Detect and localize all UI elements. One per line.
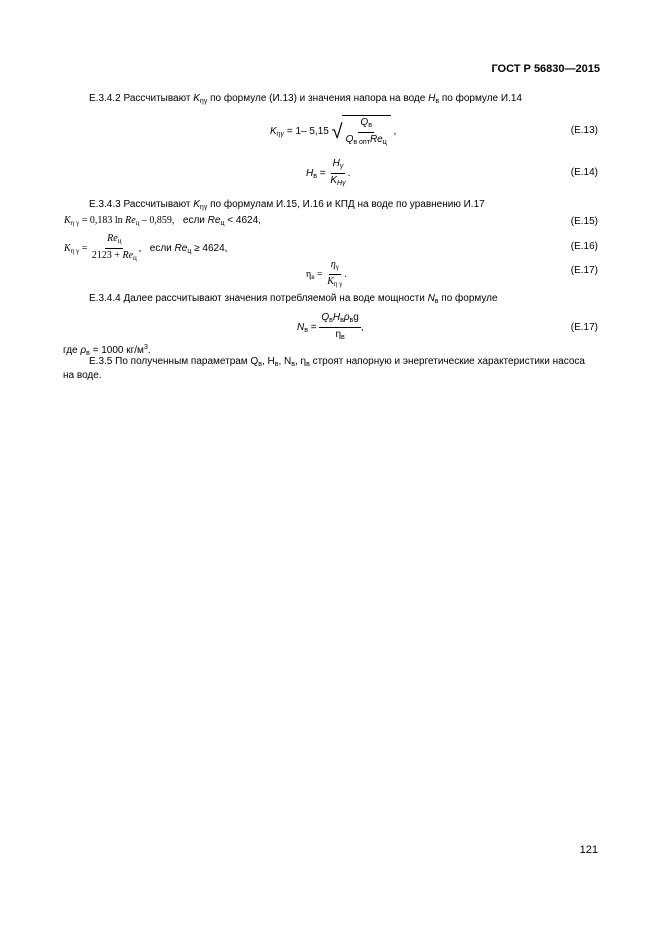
symbol-sub: ηγ xyxy=(199,204,208,211)
formula-text: – 0,859, xyxy=(139,215,175,226)
formula-e17-power xyxy=(297,312,364,343)
symbol-sub: в опт xyxy=(353,139,370,146)
paragraph-text: , η xyxy=(294,356,307,367)
formula-text: , xyxy=(360,322,364,334)
paragraph-text: , N xyxy=(278,356,292,367)
paragraph-text: по формуле xyxy=(438,293,498,304)
paragraph-text: Е.3.5 По полученным параметрам Q xyxy=(89,356,259,367)
symbol-sub: в xyxy=(349,317,354,324)
page-number: 121 xyxy=(579,844,598,856)
formula-e13 xyxy=(270,115,396,148)
symbol-eta: η xyxy=(330,259,336,270)
paragraph-text: Рассчитывают xyxy=(123,93,194,104)
paragraph-e343 xyxy=(89,198,485,214)
paragraph-text: по формуле (И.13) и значения напора на воде xyxy=(207,93,429,104)
symbol-k: K xyxy=(330,175,338,186)
condition-text: < 4624, xyxy=(224,215,261,226)
symbol-k: K xyxy=(327,276,334,287)
condition-text: если xyxy=(149,242,175,254)
fraction xyxy=(90,233,139,264)
symbol-sub: в xyxy=(304,327,308,335)
paragraph-text: где xyxy=(63,345,81,356)
symbol-q: Q xyxy=(360,117,369,128)
formula-text: = xyxy=(316,168,326,180)
paragraph-text: строят напорную и энергетические характеристики насоса xyxy=(309,356,585,367)
symbol-sub: η γ xyxy=(70,219,80,227)
paragraph-e342 xyxy=(89,92,522,108)
formula-text: , xyxy=(138,242,142,254)
condition-text: если xyxy=(182,215,208,226)
formula-text: . xyxy=(344,268,347,280)
paragraph-text: Рассчитывают xyxy=(123,199,194,210)
symbol-sub: η γ xyxy=(333,280,343,288)
paragraph-e344 xyxy=(89,292,498,308)
paragraph-text: = 1000 кг/м xyxy=(89,345,144,356)
symbol-n: N xyxy=(427,293,435,304)
radical-sign: √ xyxy=(331,120,343,143)
formula-text: , xyxy=(390,126,397,138)
symbol-sub: в xyxy=(258,361,262,368)
fraction xyxy=(325,259,344,290)
equation-number: (Е.13) xyxy=(570,125,598,136)
symbol-h: H xyxy=(332,158,340,169)
formula-e15 xyxy=(64,215,261,227)
symbol-sub: γ xyxy=(335,263,339,271)
symbol-re: Re xyxy=(207,215,221,226)
paragraph-text: Далее рассчитывают значения потребляемой на воде мощности xyxy=(123,293,428,304)
symbol-re: Re xyxy=(107,233,118,244)
symbol-re: Re xyxy=(369,134,383,145)
symbol-eta: η xyxy=(306,268,312,280)
symbol-sub: в xyxy=(435,98,440,105)
section-number: Е.3.4.4 xyxy=(89,293,121,304)
symbol-sub: Hγ xyxy=(337,180,346,187)
equation-number: (Е.16) xyxy=(570,241,598,252)
symbol-sub: в xyxy=(434,298,439,305)
symbol-sub: ц xyxy=(117,237,122,245)
symbol-sub: η γ xyxy=(70,246,80,255)
symbol-rho: ρ xyxy=(80,345,87,356)
fraction xyxy=(328,158,347,189)
symbol-sub: в xyxy=(311,272,315,281)
symbol-sub: ц xyxy=(220,220,225,227)
equation-number: (Е.17) xyxy=(570,265,598,276)
paragraph-text: . xyxy=(147,345,151,356)
symbol-sub: γ xyxy=(339,163,344,170)
symbol-k: K xyxy=(270,126,277,138)
paragraph-text: , H xyxy=(261,356,275,367)
symbol-sub: в xyxy=(341,334,345,341)
symbol-sub: ц xyxy=(135,219,140,227)
formula-e16 xyxy=(64,233,227,264)
square-root xyxy=(332,115,391,148)
paragraph-e35 xyxy=(89,355,585,371)
formula-text: = 0,183 ln xyxy=(79,215,126,226)
condition-text: ≥ 4624, xyxy=(191,242,228,254)
formula-e17-efficiency xyxy=(306,259,347,290)
document-header: ГОСТ Р 56830—2015 xyxy=(491,63,600,75)
formula-text: 2123 + xyxy=(91,250,123,261)
symbol-sub: в xyxy=(274,361,279,368)
symbol-sub: в xyxy=(368,122,372,129)
formula-text: = xyxy=(79,242,88,254)
fraction xyxy=(344,117,389,148)
symbol-sub: в xyxy=(306,361,310,368)
symbol-h: H xyxy=(306,168,314,180)
symbol-eta: η xyxy=(335,329,342,340)
equation-number: (Е.17) xyxy=(570,322,598,333)
section-number: Е.3.4.3 xyxy=(89,199,121,210)
symbol-sub: ц xyxy=(187,247,192,255)
symbol-g: g xyxy=(353,312,359,323)
symbol-sub: в xyxy=(291,361,295,368)
symbol-sub: в xyxy=(329,317,333,324)
formula-text: = xyxy=(314,268,323,280)
symbol-re: Re xyxy=(125,215,136,226)
paragraph-text: по формуле И.14 xyxy=(439,93,522,104)
section-number: Е.3.4.2 xyxy=(89,93,121,104)
equation-number: (Е.15) xyxy=(570,216,598,227)
formula-e14 xyxy=(306,158,350,189)
symbol-k: K xyxy=(64,242,71,254)
equation-number: (Е.14) xyxy=(570,167,598,178)
symbol-k: K xyxy=(193,199,200,210)
paragraph-e35-line2: на воде. xyxy=(63,370,102,381)
symbol-re: Re xyxy=(174,242,188,254)
formula-text: = xyxy=(307,322,317,334)
symbol-sub: ηγ xyxy=(276,131,285,139)
fraction xyxy=(319,312,360,343)
formula-text: = 1– 5,15 xyxy=(284,126,329,138)
symbol-sub: в xyxy=(313,173,317,181)
symbol-h: H xyxy=(332,312,341,323)
superscript: 3 xyxy=(143,344,148,351)
paragraph-text: по формулам И.15, И.16 и КПД на воде по уравнению И.17 xyxy=(207,199,485,210)
symbol-n: N xyxy=(297,322,305,334)
symbol-re: Re xyxy=(122,250,134,261)
symbol-q: Q xyxy=(321,312,330,323)
symbol-k: K xyxy=(64,215,71,226)
symbol-q: Q xyxy=(345,134,354,145)
symbol-k: K xyxy=(193,93,200,104)
formula-text: . xyxy=(347,168,351,180)
symbol-sub: ц xyxy=(382,139,387,146)
symbol-sub: в xyxy=(86,350,90,357)
symbol-sub: ц xyxy=(133,254,137,262)
symbol-sub: в xyxy=(340,317,344,324)
symbol-rho: ρ xyxy=(343,312,350,323)
symbol-h: H xyxy=(428,93,436,104)
symbol-sub: ηγ xyxy=(199,98,208,105)
